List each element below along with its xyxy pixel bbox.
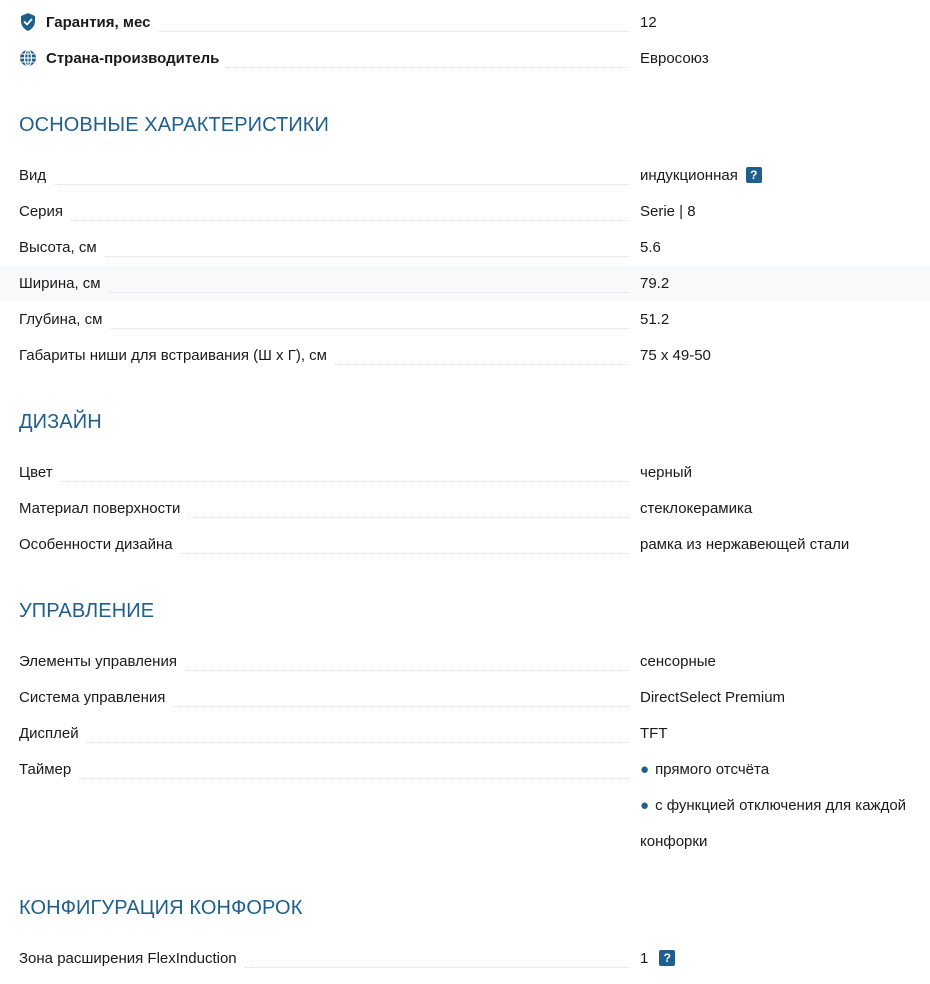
spec-label-cell xyxy=(19,454,629,490)
dotted-leader xyxy=(335,346,629,365)
dotted-leader xyxy=(227,49,629,68)
spec-label-cell xyxy=(19,940,629,976)
spec-value-text: 79.2 xyxy=(640,274,670,292)
spec-row xyxy=(0,157,930,193)
spec-value-text: прямого отсчёта xyxy=(655,760,770,778)
dotted-leader xyxy=(54,166,629,185)
spec-value-text: сенсорные xyxy=(640,652,716,670)
spec-row-hovered xyxy=(0,265,930,301)
dotted-leader xyxy=(181,535,629,554)
spec-value xyxy=(640,157,762,193)
spec-value xyxy=(640,715,668,751)
timer-value-1 xyxy=(640,751,769,787)
spec-value-text: 5.6 xyxy=(640,238,661,256)
spec-label-cell xyxy=(19,265,629,301)
spec-row-timer xyxy=(0,751,930,787)
spec-row-warranty xyxy=(0,4,930,40)
spec-label: Зона расширения FlexInduction xyxy=(19,949,237,967)
spec-value-text: черный xyxy=(640,463,692,481)
spec-label: Система управления xyxy=(19,688,166,706)
spec-label: Вид xyxy=(19,166,47,184)
spec-label-cell xyxy=(19,337,629,373)
spec-value xyxy=(640,643,716,679)
spec-value-text: рамка из нержавеющей стали xyxy=(640,535,850,553)
spec-label-cell xyxy=(19,643,629,679)
section-title-design: ДИЗАЙН xyxy=(19,411,102,433)
spec-label-cell xyxy=(19,4,629,40)
help-icon[interactable]: ? xyxy=(746,167,762,183)
spec-label: Особенности дизайна xyxy=(19,535,173,553)
spec-label-cell xyxy=(19,40,629,76)
section-title-burners: КОНФИГУРАЦИЯ КОНФОРОК xyxy=(19,897,303,919)
spec-value-text: Евросоюз xyxy=(640,49,709,67)
timer-value-2-cont xyxy=(640,823,707,859)
spec-label: Гарантия, мес xyxy=(46,13,151,31)
spec-value-text: 51.2 xyxy=(640,310,670,328)
spec-value xyxy=(640,679,785,715)
timer-value-2 xyxy=(640,787,906,823)
spec-label-cell xyxy=(19,193,629,229)
spec-label-cell xyxy=(19,526,629,562)
help-icon[interactable]: ? xyxy=(659,950,675,966)
spec-value xyxy=(640,229,661,265)
dotted-leader xyxy=(109,274,629,293)
spec-label: Таймер xyxy=(19,760,72,778)
spec-value-text: TFT xyxy=(640,724,668,742)
spec-row xyxy=(0,193,930,229)
spec-value-text: 12 xyxy=(640,13,657,31)
spec-row xyxy=(0,940,930,976)
dotted-leader xyxy=(188,499,629,518)
spec-row xyxy=(0,490,930,526)
globe-icon xyxy=(19,49,37,67)
spec-value-text: Serie | 8 xyxy=(640,202,696,220)
spec-value-text: DirectSelect Premium xyxy=(640,688,786,706)
spec-label: Глубина, см xyxy=(19,310,103,328)
spec-value xyxy=(640,940,675,976)
spec-value xyxy=(640,526,849,562)
spec-label: Дисплей xyxy=(19,724,79,742)
spec-label-cell xyxy=(19,157,629,193)
dotted-leader xyxy=(105,238,629,257)
bullet-icon: ● xyxy=(640,796,650,814)
spec-value xyxy=(640,193,696,229)
dotted-leader xyxy=(61,463,629,482)
spec-value xyxy=(640,454,692,490)
dotted-leader xyxy=(79,760,629,779)
spec-value xyxy=(640,337,711,373)
spec-value-text: 75 x 49-50 xyxy=(640,346,711,364)
bullet-icon: ● xyxy=(640,760,650,778)
dotted-leader xyxy=(110,310,629,329)
spec-label: Элементы управления xyxy=(19,652,177,670)
spec-label-cell xyxy=(19,301,629,337)
spec-row xyxy=(0,337,930,373)
dotted-leader xyxy=(71,202,629,221)
spec-label: Габариты ниши для встраивания (Ш x Г), см xyxy=(19,346,327,364)
section-title-main: ОСНОВНЫЕ ХАРАКТЕРИСТИКИ xyxy=(19,114,330,136)
spec-row xyxy=(0,301,930,337)
spec-label-cell xyxy=(19,715,629,751)
spec-label: Цвет xyxy=(19,463,53,481)
spec-value xyxy=(640,490,752,526)
spec-label-cell xyxy=(19,751,629,787)
spec-label: Страна-производитель xyxy=(46,49,220,67)
spec-value-text: 1 xyxy=(640,949,649,967)
spec-label: Материал поверхности xyxy=(19,499,181,517)
dotted-leader xyxy=(158,13,629,32)
spec-row-country xyxy=(0,40,930,76)
spec-label: Серия xyxy=(19,202,64,220)
spec-label-cell xyxy=(19,679,629,715)
spec-row xyxy=(0,229,930,265)
dotted-leader xyxy=(173,688,629,707)
section-title-control: УПРАВЛЕНИЕ xyxy=(19,600,155,622)
spec-label: Ширина, см xyxy=(19,274,101,292)
spec-row xyxy=(0,715,930,751)
shield-check-icon xyxy=(19,13,37,31)
spec-label-cell xyxy=(19,490,629,526)
dotted-leader xyxy=(245,949,629,968)
spec-value xyxy=(640,40,709,76)
dotted-leader xyxy=(87,724,629,743)
dotted-leader xyxy=(185,652,629,671)
spec-label-cell xyxy=(19,229,629,265)
spec-row xyxy=(0,454,930,490)
spec-row xyxy=(0,679,930,715)
spec-value xyxy=(640,301,669,337)
spec-row xyxy=(0,643,930,679)
spec-row xyxy=(0,526,930,562)
spec-value xyxy=(640,4,657,40)
spec-value xyxy=(640,265,669,301)
spec-value-text: индукционная xyxy=(640,166,738,184)
spec-value-text: конфорки xyxy=(640,832,708,850)
spec-label: Высота, см xyxy=(19,238,97,256)
spec-value-text: стеклокерамика xyxy=(640,499,753,517)
spec-value-text: с функцией отключения для каждой xyxy=(655,796,907,814)
